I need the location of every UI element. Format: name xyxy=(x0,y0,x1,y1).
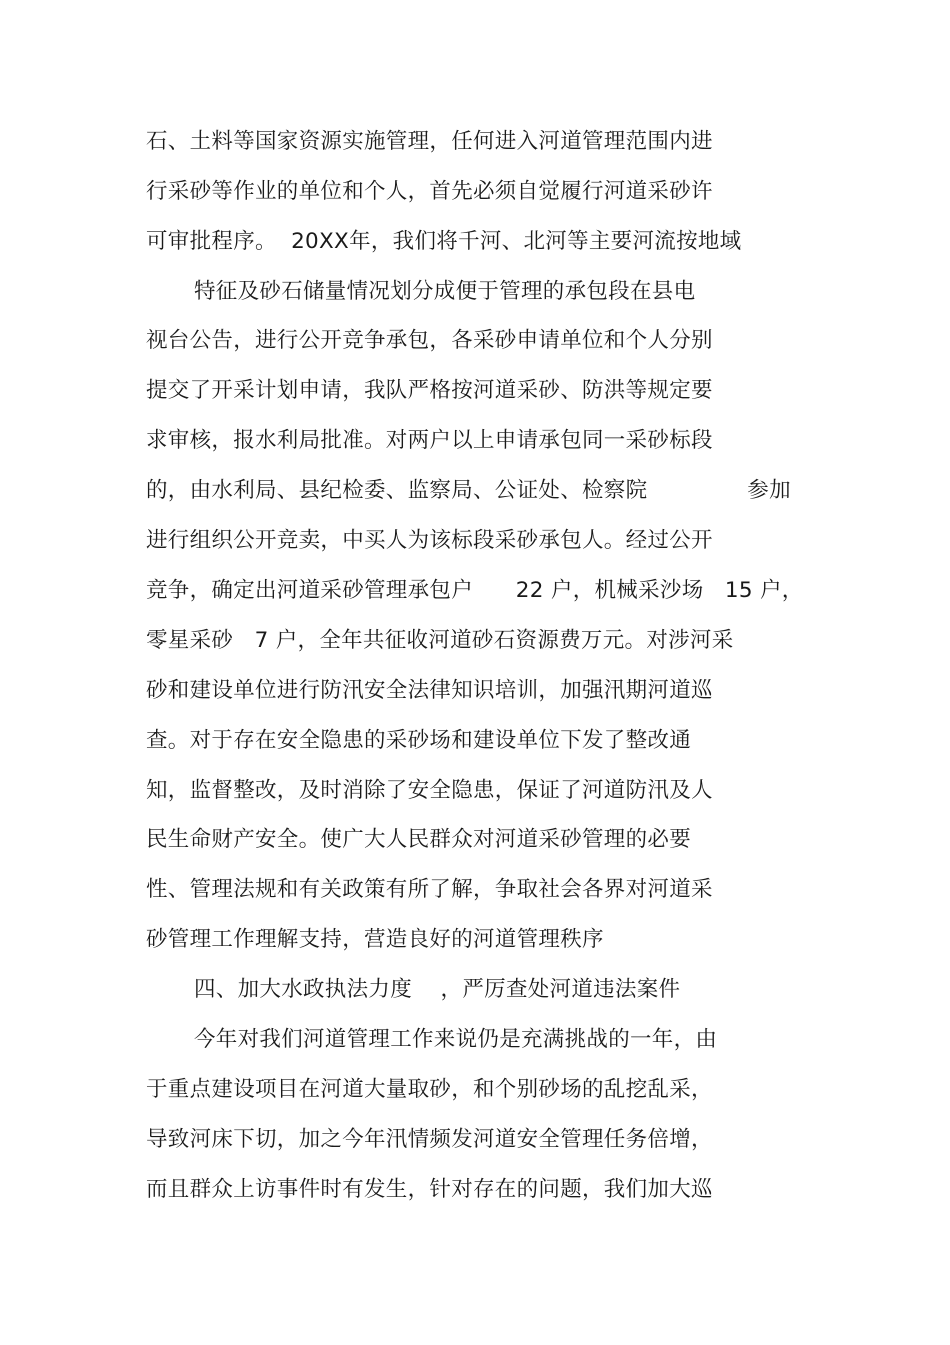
text-line-15: 民生命财产安全。使广大人民群众对河道采砂管理的必要 xyxy=(146,827,692,852)
text-line-1: 石、土料等国家资源实施管理，任何进入河道管理范围内进 xyxy=(146,129,713,154)
text-line-2: 行采砂等作业的单位和个人，首先必须自觉履行河道采砂许 xyxy=(146,179,713,204)
text-line-17: 砂管理工作理解支持，营造良好的河道管理秩序 xyxy=(146,927,604,952)
section-heading-4: 四、加大水政执法力度 ，严厉查处河道违法案件 xyxy=(194,977,681,1002)
text-line-5: 视台公告，进行公开竞争承包，各采砂申请单位和个人分别 xyxy=(146,328,713,353)
text-line-20: 于重点建设项目在河道大量取砂，和个别砂场的乱挖乱采， xyxy=(146,1077,713,1102)
text-line-7: 求审核，报水利局批准。对两户以上申请承包同一采砂标段 xyxy=(146,428,713,453)
text-line-21: 导致河床下切，加之今年汛情频发河道安全管理任务倍增， xyxy=(146,1127,713,1152)
text-line-19: 今年对我们河道管理工作来说仍是充满挑战的一年，由 xyxy=(194,1027,718,1052)
text-line-12: 砂和建设单位进行防汛安全法律知识培训，加强汛期河道巡 xyxy=(146,678,713,703)
text-line-4: 特征及砂石储量情况划分成便于管理的承包段在县电 xyxy=(194,279,696,304)
text-line-22: 而且群众上访事件时有发生，针对存在的问题，我们加大巡 xyxy=(146,1177,713,1202)
text-line-14: 知，监督整改，及时消除了安全隐患，保证了河道防汛及人 xyxy=(146,778,713,803)
text-line-6: 提交了开采计划申请，我队严格按河道采砂、防洪等规定要 xyxy=(146,378,713,403)
text-line-10: 竞争，确定出河道采砂管理承包户 22 户，机械采沙场 15 户， xyxy=(146,578,804,603)
text-line-3: 可审批程序。 20XX年，我们将千河、北河等主要河流按地域 xyxy=(146,229,742,254)
text-line-9: 进行组织公开竞卖，中买人为该标段采砂承包人。经过公开 xyxy=(146,528,713,553)
text-line-8: 的，由水利局、县纪检委、监察局、公证处、检察院 参加 xyxy=(146,478,791,503)
text-line-16: 性、管理法规和有关政策有所了解，争取社会各界对河道采 xyxy=(146,877,713,902)
text-line-11: 零星采砂 7 户，全年共征收河道砂石资源费万元。对涉河采 xyxy=(146,628,734,653)
text-line-13: 查。对于存在安全隐患的采砂场和建设单位下发了整改通 xyxy=(146,728,692,753)
